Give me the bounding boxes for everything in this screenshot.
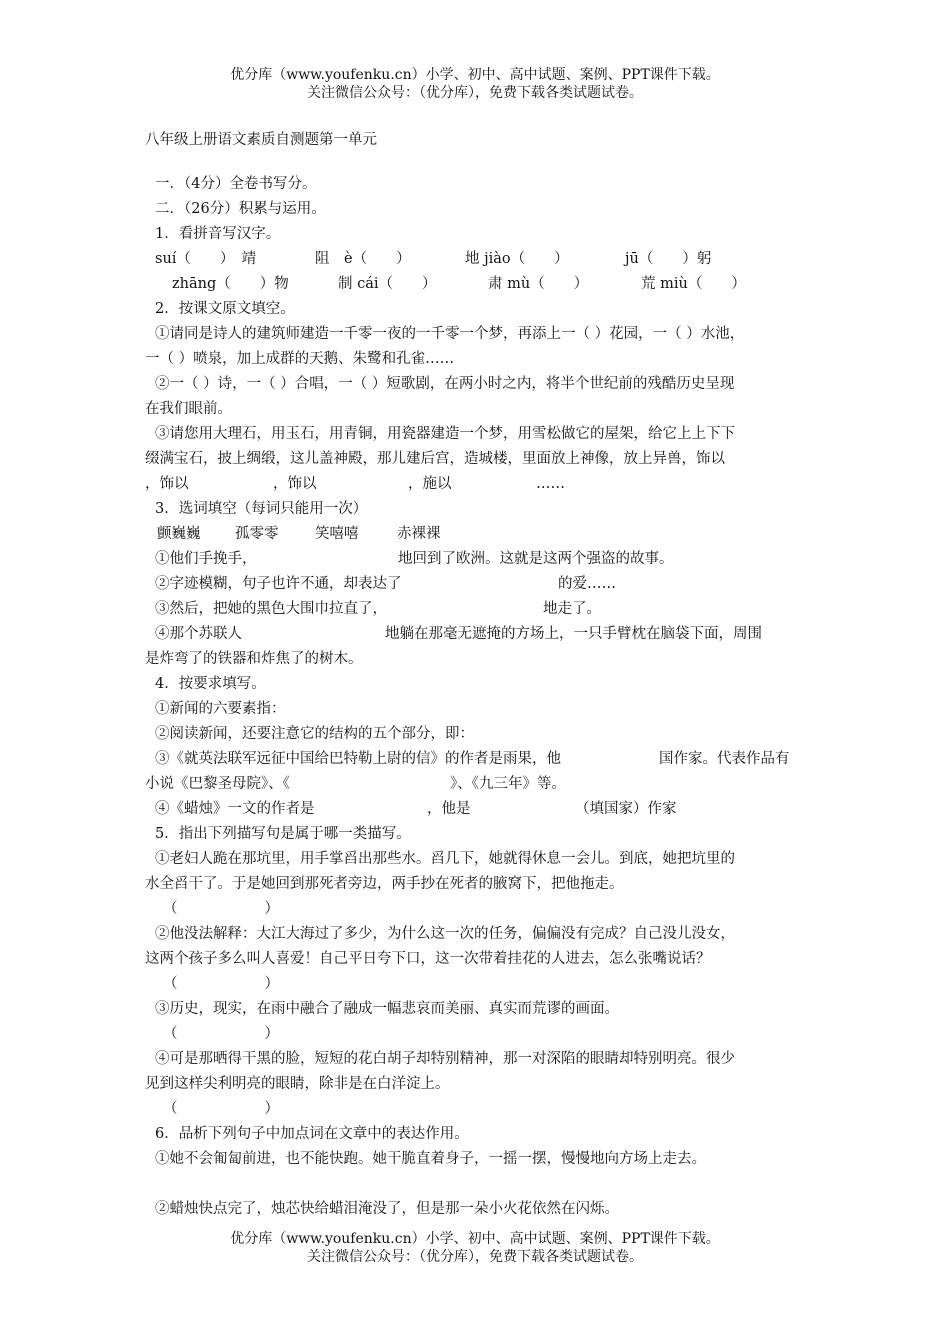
- q5-item-4: ④可是那晒得干黑的脸，短短的花白胡子却特别精神，那一对深陷的眼睛却特别明亮。很少: [155, 1051, 735, 1067]
- q2-item-3: ③请您用大理石，用玉石，用青铜，用瓷器建造一个梦，用雪松做它的屋架，给它上上下下: [155, 426, 735, 442]
- q3-item-3-post: 地走了。: [543, 601, 601, 617]
- header-line-2: 关注微信公众号：（优分库），免费下载各类试题试卷。: [307, 85, 643, 101]
- q3-item-2: [145, 572, 805, 597]
- q5-answer-1[interactable]: （ ）: [163, 901, 279, 917]
- q2-item-3-cont: 缀满宝石，披上绸缎，这儿盖神殿，那儿建后宫，造城楼，里面放上神像，放上异兽，饰以: [145, 451, 725, 467]
- q6-item-2: ②蜡烛快点完了，烛芯快给蜡泪淹没了，但是那一朵小火花依然在闪烁。: [155, 1201, 619, 1217]
- q3-item-3: [145, 597, 805, 622]
- q5-answer-2[interactable]: （ ）: [163, 976, 279, 992]
- q3-item-2-pre: ②字迹模糊，句子也许不通，却表达了: [155, 576, 402, 592]
- q5-item-3: ③历史，现实，在雨中融合了融成一幅悲哀而美丽、真实而荒谬的画面。: [155, 1001, 619, 1017]
- document-title: 八年级上册语文素质自测题第一单元: [145, 132, 377, 148]
- q1-row-2: [145, 272, 805, 297]
- blank-label: ，饰以: [273, 476, 317, 492]
- page-footer: [0, 1230, 950, 1266]
- q1-title: 1．看拼音写汉字。: [155, 226, 281, 242]
- q5-title: 5．指出下列描写句是属于哪一类描写。: [155, 826, 411, 842]
- page-header: [0, 66, 950, 102]
- ellipsis: ……: [536, 476, 565, 492]
- q3-word-bank: [145, 522, 805, 547]
- q1-item: jū（ ）躬: [625, 251, 712, 267]
- q3-item-1-pre: ①他们手挽手，: [155, 551, 257, 567]
- q4-item-4-mid: ，他是: [427, 801, 471, 817]
- q3-item-1-post: 地回到了欧洲。这就是这两个强盗的故事。: [398, 551, 674, 567]
- q1-item: 地 jiào（ ）: [465, 251, 569, 267]
- q3-item-3-pre: ③然后，把她的黑色大围巾拉直了，: [155, 601, 387, 617]
- section-2: 二．（26分）积累与运用。: [155, 201, 326, 217]
- q4-item-4-post: （填国家）作家: [575, 801, 677, 817]
- q1-row-1: [145, 247, 805, 272]
- q4-item-3-cont-post: 》、《九三年》等。: [450, 776, 566, 792]
- q4-item-3-pre: ③《就英法联军远征中国给巴特勒上尉的信》的作者是雨果，他: [155, 751, 561, 767]
- q5-answer-4[interactable]: （ ）: [163, 1101, 279, 1117]
- q4-item-3-cont-pre: 小说《巴黎圣母院》、《: [145, 776, 290, 792]
- q2-item-2-cont: 在我们眼前。: [145, 401, 232, 417]
- q5-item-1: ①老妇人跪在那坑里，用手掌舀出那些水。舀几下，她就得休息一会儿。到底，她把坑里的: [155, 851, 735, 867]
- q5-item-2-cont: 这两个孩子多么叫人喜爱！自己平日夸下口，这一次带着挂花的人进去，怎么张嘴说话？: [145, 951, 711, 967]
- q2-item-1-cont: 一（ ）喷泉，加上成群的天鹅、朱鹭和孔雀……: [145, 351, 455, 367]
- q5-item-1-cont: 水全舀干了。于是她回到那死者旁边，两手抄在死者的腋窝下，把他拖走。: [145, 876, 624, 892]
- word-option: 赤裸裸: [397, 526, 441, 542]
- q1-item: 阻 è（ ）: [315, 251, 411, 267]
- q2-item-2: ②一（ ）诗，一（ ）合唱，一（ ）短歌剧，在两小时之内，将半个世纪前的残酷历史呈现: [155, 376, 735, 392]
- q4-title: 4．按要求填写。: [155, 676, 266, 692]
- word-option: 颤巍巍: [157, 526, 201, 542]
- q5-item-4-cont: 见到这样尖利明亮的眼睛，除非是在白洋淀上。: [145, 1076, 450, 1092]
- q3-item-4: [145, 622, 805, 647]
- footer-line-1: 优分库（www.youfenku.cn）小学、初中、高中试题、案例、PPT课件下载。: [230, 1231, 720, 1247]
- q4-item-3: [145, 747, 805, 772]
- blank-label: ，施以: [408, 476, 452, 492]
- q4-item-3-post: 国作家。代表作品有: [659, 751, 790, 767]
- q5-item-2: ②他没法解释：大江大海过了多少，为什么这一次的任务，偏偏没有完成？自己没儿没女，: [155, 926, 735, 942]
- q4-item-2: ②阅读新闻，还要注意它的结构的五个部分，即：: [155, 726, 474, 742]
- q3-item-4-post: 地躺在那毫无遮掩的方场上，一只手臂枕在脑袋下面，周围: [385, 626, 762, 642]
- q3-item-1: [145, 547, 805, 572]
- header-line-1: 优分库（www.youfenku.cn）小学、初中、高中试题、案例、PPT课件下载。: [230, 67, 720, 83]
- blank-label: ，饰以: [145, 476, 189, 492]
- q4-item-4: [145, 797, 805, 822]
- q1-item: 制 cái（ ）: [338, 276, 437, 292]
- q4-item-1: ①新闻的六要素指：: [155, 701, 286, 717]
- word-option: 孤零零: [235, 526, 279, 542]
- q3-item-4-pre: ④那个苏联人: [155, 626, 242, 642]
- q2-item-1: ①请同是诗人的建筑师建造一千零一夜的一千零一个梦，再添上一（ ）花园，一（ ）水池，: [155, 326, 745, 342]
- q1-item: zhāng（ ）物: [172, 276, 289, 292]
- answer-space: [145, 1172, 805, 1197]
- q3-item-2-post: 的爱……: [558, 576, 616, 592]
- q4-item-4-pre: ④《蜡烛》一文的作者是: [155, 801, 315, 817]
- q3-title: 3．选词填空（每词只能用一次）: [155, 501, 368, 517]
- q2-item-3-blanks: [145, 472, 805, 497]
- exam-content: [145, 172, 805, 1222]
- q1-item: 荒 miù（ ）: [641, 276, 746, 292]
- q1-item: suí（ ） 靖: [155, 251, 257, 267]
- q6-item-1: ①她不会匍匐前进，也不能快跑。她干脆直着身子，一摇一摆，慢慢地向方场上走去。: [155, 1151, 706, 1167]
- q1-item: 肃 mù（ ）: [488, 276, 589, 292]
- word-option: 笑嘻嘻: [315, 526, 359, 542]
- q6-title: 6．品析下列句子中加点词在文章中的表达作用。: [155, 1126, 469, 1142]
- q4-item-3-cont: [145, 772, 805, 797]
- q5-answer-3[interactable]: （ ）: [163, 1026, 279, 1042]
- section-1: 一．（4分）全卷书写分。: [155, 176, 317, 192]
- q2-title: 2．按课文原文填空。: [155, 301, 295, 317]
- q3-item-4-cont: 是炸弯了的铁器和炸焦了的树木。: [145, 651, 363, 667]
- footer-line-2: 关注微信公众号：（优分库），免费下载各类试题试卷。: [307, 1249, 643, 1265]
